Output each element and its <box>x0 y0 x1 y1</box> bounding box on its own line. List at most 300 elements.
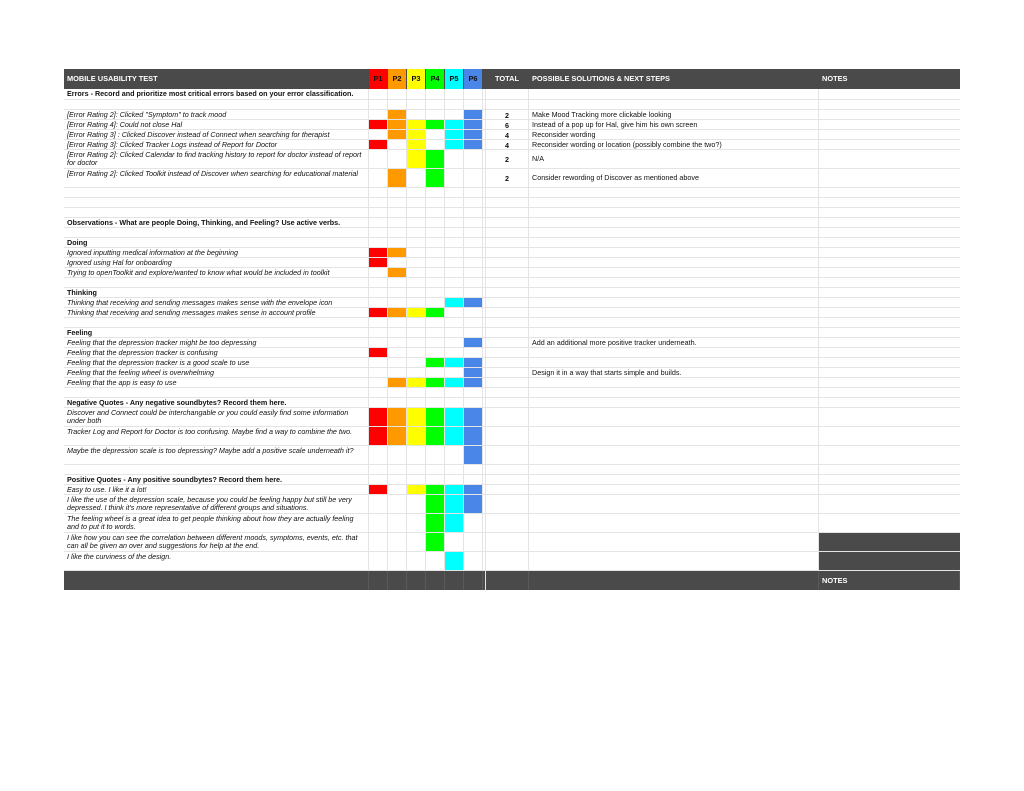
total-cell[interactable] <box>485 378 529 387</box>
observation-cell[interactable] <box>64 288 369 297</box>
observation-cell[interactable] <box>64 378 369 387</box>
participant-p4-mark[interactable] <box>426 130 445 139</box>
solution-cell[interactable] <box>529 514 819 532</box>
participant-p1-mark[interactable] <box>369 120 388 129</box>
total-cell[interactable] <box>485 218 529 227</box>
participant-p2-mark[interactable] <box>388 348 407 357</box>
participant-p4-mark[interactable] <box>426 288 445 297</box>
participant-p5-mark[interactable] <box>445 100 464 109</box>
participant-p3-mark[interactable] <box>407 388 426 397</box>
solution-cell[interactable] <box>529 100 819 109</box>
participant-p1-mark[interactable] <box>369 150 388 168</box>
observation-cell[interactable] <box>64 248 369 257</box>
participant-p4-mark[interactable] <box>426 238 445 247</box>
participant-p4-mark[interactable] <box>426 368 445 377</box>
solution-cell[interactable] <box>529 288 819 297</box>
notes-cell[interactable] <box>819 465 960 474</box>
solution-cell[interactable] <box>529 495 819 513</box>
observation-cell[interactable] <box>64 475 369 484</box>
participant-p2-mark[interactable] <box>388 398 407 407</box>
participant-p2-mark[interactable] <box>388 198 407 207</box>
participant-p1-mark[interactable] <box>369 475 388 484</box>
participant-p5-mark[interactable] <box>445 485 464 494</box>
participant-p2-mark[interactable] <box>388 228 407 237</box>
participant-p6-mark[interactable] <box>464 348 483 357</box>
participant-p6-mark[interactable] <box>464 150 483 168</box>
participant-p6-mark[interactable] <box>464 120 483 129</box>
participant-p4-mark[interactable] <box>426 318 445 327</box>
participant-p2-mark[interactable] <box>388 328 407 337</box>
total-cell[interactable] <box>485 318 529 327</box>
solution-cell[interactable] <box>529 188 819 197</box>
participant-p3-mark[interactable] <box>407 268 426 277</box>
participant-p3-mark[interactable] <box>407 238 426 247</box>
participant-p4-mark[interactable] <box>426 140 445 149</box>
participant-p5-mark[interactable] <box>445 465 464 474</box>
total-cell[interactable] <box>485 552 529 570</box>
participant-p2-mark[interactable] <box>388 89 407 99</box>
solution-cell[interactable] <box>529 238 819 247</box>
total-cell[interactable] <box>485 238 529 247</box>
participant-p1-mark[interactable] <box>369 238 388 247</box>
notes-cell[interactable] <box>819 218 960 227</box>
participant-p6-mark[interactable] <box>464 368 483 377</box>
participant-p3-mark[interactable] <box>407 328 426 337</box>
participant-p6-mark[interactable] <box>464 218 483 227</box>
participant-p6-mark[interactable] <box>464 427 483 445</box>
participant-p2-mark[interactable] <box>388 427 407 445</box>
participant-p4-mark[interactable] <box>426 446 445 464</box>
notes-cell[interactable] <box>819 120 960 129</box>
participant-p2-mark[interactable] <box>388 100 407 109</box>
participant-p6-mark[interactable] <box>464 552 483 570</box>
notes-cell[interactable] <box>819 130 960 139</box>
participant-p3-mark[interactable] <box>407 308 426 317</box>
participant-p5-mark[interactable] <box>445 89 464 99</box>
solution-cell[interactable] <box>529 318 819 327</box>
notes-cell[interactable] <box>819 150 960 168</box>
solution-cell[interactable] <box>529 398 819 407</box>
solution-cell[interactable] <box>529 268 819 277</box>
participant-p5-mark[interactable] <box>445 169 464 187</box>
participant-p5-mark[interactable] <box>445 238 464 247</box>
participant-p5-mark[interactable] <box>445 258 464 267</box>
observation-cell[interactable] <box>64 533 369 551</box>
observation-cell[interactable] <box>64 169 369 187</box>
participant-p4-mark[interactable] <box>426 348 445 357</box>
participant-p1-mark[interactable] <box>369 495 388 513</box>
notes-cell[interactable] <box>819 398 960 407</box>
notes-cell[interactable] <box>819 188 960 197</box>
participant-p5-mark[interactable] <box>445 348 464 357</box>
participant-p6-mark[interactable] <box>464 248 483 257</box>
participant-p2-mark[interactable] <box>388 485 407 494</box>
participant-p1-mark[interactable] <box>369 348 388 357</box>
participant-p2-mark[interactable] <box>388 188 407 197</box>
participant-p6-mark[interactable] <box>464 533 483 551</box>
participant-p3-mark[interactable] <box>407 198 426 207</box>
observation-cell[interactable] <box>64 198 369 207</box>
participant-p6-mark[interactable] <box>464 338 483 347</box>
participant-p1-mark[interactable] <box>369 130 388 139</box>
participant-p5-mark[interactable] <box>445 228 464 237</box>
solution-cell[interactable] <box>529 408 819 426</box>
participant-p4-mark[interactable] <box>426 514 445 532</box>
total-cell[interactable] <box>485 328 529 337</box>
notes-cell[interactable] <box>819 495 960 513</box>
solution-cell[interactable] <box>529 258 819 267</box>
participant-p1-mark[interactable] <box>369 188 388 197</box>
participant-p2-mark[interactable] <box>388 140 407 149</box>
solution-cell[interactable] <box>529 120 819 129</box>
participant-p4-mark[interactable] <box>426 465 445 474</box>
solution-cell[interactable] <box>529 446 819 464</box>
observation-cell[interactable] <box>64 150 369 168</box>
total-cell[interactable] <box>485 298 529 307</box>
participant-p4-mark[interactable] <box>426 533 445 551</box>
total-cell[interactable] <box>485 308 529 317</box>
participant-p6-mark[interactable] <box>464 328 483 337</box>
participant-p3-mark[interactable] <box>407 130 426 139</box>
participant-p5-mark[interactable] <box>445 388 464 397</box>
notes-cell[interactable] <box>819 248 960 257</box>
total-cell[interactable] <box>485 110 529 119</box>
total-cell[interactable] <box>485 89 529 99</box>
solution-cell[interactable] <box>529 278 819 287</box>
notes-cell[interactable] <box>819 348 960 357</box>
participant-p4-mark[interactable] <box>426 338 445 347</box>
total-cell[interactable] <box>485 446 529 464</box>
solution-cell[interactable] <box>529 218 819 227</box>
participant-p5-mark[interactable] <box>445 298 464 307</box>
participant-p3-mark[interactable] <box>407 288 426 297</box>
participant-p6-mark[interactable] <box>464 278 483 287</box>
notes-cell[interactable] <box>819 268 960 277</box>
notes-cell[interactable] <box>819 238 960 247</box>
participant-p1-mark[interactable] <box>369 100 388 109</box>
notes-cell[interactable] <box>819 378 960 387</box>
participant-p5-mark[interactable] <box>445 358 464 367</box>
participant-p1-mark[interactable] <box>369 288 388 297</box>
solution-cell[interactable] <box>529 228 819 237</box>
participant-p5-mark[interactable] <box>445 130 464 139</box>
participant-p5-mark[interactable] <box>445 208 464 217</box>
participant-p5-mark[interactable] <box>445 318 464 327</box>
participant-p1-mark[interactable] <box>369 388 388 397</box>
total-cell[interactable] <box>485 258 529 267</box>
total-cell[interactable] <box>485 130 529 139</box>
participant-p2-mark[interactable] <box>388 120 407 129</box>
participant-p5-mark[interactable] <box>445 408 464 426</box>
total-cell[interactable] <box>485 288 529 297</box>
participant-p4-mark[interactable] <box>426 358 445 367</box>
participant-p4-mark[interactable] <box>426 150 445 168</box>
total-cell[interactable] <box>485 495 529 513</box>
observation-cell[interactable] <box>64 308 369 317</box>
observation-cell[interactable] <box>64 495 369 513</box>
notes-cell[interactable] <box>819 388 960 397</box>
participant-p6-mark[interactable] <box>464 495 483 513</box>
participant-p1-mark[interactable] <box>369 368 388 377</box>
participant-p2-mark[interactable] <box>388 475 407 484</box>
participant-p1-mark[interactable] <box>369 169 388 187</box>
solution-cell[interactable] <box>529 475 819 484</box>
solution-cell[interactable] <box>529 248 819 257</box>
participant-p1-mark[interactable] <box>369 427 388 445</box>
observation-cell[interactable] <box>64 348 369 357</box>
solution-cell[interactable] <box>529 110 819 119</box>
participant-p1-mark[interactable] <box>369 358 388 367</box>
participant-p2-mark[interactable] <box>388 408 407 426</box>
total-cell[interactable] <box>485 248 529 257</box>
participant-p6-mark[interactable] <box>464 308 483 317</box>
participant-p3-mark[interactable] <box>407 169 426 187</box>
total-cell[interactable] <box>485 408 529 426</box>
participant-p6-mark[interactable] <box>464 446 483 464</box>
solution-cell[interactable] <box>529 368 819 377</box>
participant-p5-mark[interactable] <box>445 218 464 227</box>
participant-p5-mark[interactable] <box>445 198 464 207</box>
participant-p3-mark[interactable] <box>407 120 426 129</box>
solution-cell[interactable] <box>529 140 819 149</box>
participant-p4-mark[interactable] <box>426 398 445 407</box>
observation-cell[interactable] <box>64 338 369 347</box>
participant-p1-mark[interactable] <box>369 552 388 570</box>
solution-cell[interactable] <box>529 427 819 445</box>
notes-cell[interactable] <box>819 328 960 337</box>
participant-p1-mark[interactable] <box>369 268 388 277</box>
participant-p5-mark[interactable] <box>445 514 464 532</box>
participant-p1-mark[interactable] <box>369 258 388 267</box>
observation-cell[interactable] <box>64 218 369 227</box>
participant-p5-mark[interactable] <box>445 427 464 445</box>
total-cell[interactable] <box>485 150 529 168</box>
total-cell[interactable] <box>485 398 529 407</box>
participant-p3-mark[interactable] <box>407 188 426 197</box>
participant-p3-mark[interactable] <box>407 368 426 377</box>
participant-p5-mark[interactable] <box>445 328 464 337</box>
participant-p4-mark[interactable] <box>426 328 445 337</box>
participant-p2-mark[interactable] <box>388 378 407 387</box>
participant-p1-mark[interactable] <box>369 338 388 347</box>
participant-p2-mark[interactable] <box>388 268 407 277</box>
observation-cell[interactable] <box>64 388 369 397</box>
participant-p3-mark[interactable] <box>407 258 426 267</box>
participant-p6-mark[interactable] <box>464 130 483 139</box>
participant-p6-mark[interactable] <box>464 288 483 297</box>
total-cell[interactable] <box>485 278 529 287</box>
observation-cell[interactable] <box>64 208 369 217</box>
solution-cell[interactable] <box>529 169 819 187</box>
observation-cell[interactable] <box>64 130 369 139</box>
participant-p1-mark[interactable] <box>369 485 388 494</box>
solution-cell[interactable] <box>529 308 819 317</box>
participant-p1-mark[interactable] <box>369 198 388 207</box>
participant-p2-mark[interactable] <box>388 338 407 347</box>
participant-p4-mark[interactable] <box>426 218 445 227</box>
solution-cell[interactable] <box>529 552 819 570</box>
participant-p6-mark[interactable] <box>464 475 483 484</box>
participant-p5-mark[interactable] <box>445 150 464 168</box>
total-cell[interactable] <box>485 348 529 357</box>
participant-p6-mark[interactable] <box>464 140 483 149</box>
participant-p4-mark[interactable] <box>426 120 445 129</box>
solution-cell[interactable] <box>529 533 819 551</box>
total-cell[interactable] <box>485 120 529 129</box>
notes-cell[interactable] <box>819 446 960 464</box>
solution-cell[interactable] <box>529 208 819 217</box>
observation-cell[interactable] <box>64 328 369 337</box>
participant-p4-mark[interactable] <box>426 378 445 387</box>
observation-cell[interactable] <box>64 100 369 109</box>
notes-cell[interactable] <box>819 100 960 109</box>
participant-p5-mark[interactable] <box>445 533 464 551</box>
participant-p3-mark[interactable] <box>407 358 426 367</box>
solution-cell[interactable] <box>529 465 819 474</box>
participant-p1-mark[interactable] <box>369 446 388 464</box>
participant-p1-mark[interactable] <box>369 408 388 426</box>
solution-cell[interactable] <box>529 378 819 387</box>
participant-p2-mark[interactable] <box>388 258 407 267</box>
notes-cell[interactable] <box>819 485 960 494</box>
observation-cell[interactable] <box>64 110 369 119</box>
notes-cell[interactable] <box>819 368 960 377</box>
participant-p1-mark[interactable] <box>369 140 388 149</box>
observation-cell[interactable] <box>64 358 369 367</box>
notes-cell[interactable] <box>819 208 960 217</box>
participant-p3-mark[interactable] <box>407 298 426 307</box>
participant-p3-mark[interactable] <box>407 495 426 513</box>
participant-p3-mark[interactable] <box>407 208 426 217</box>
solution-cell[interactable] <box>529 328 819 337</box>
total-cell[interactable] <box>485 228 529 237</box>
notes-cell[interactable] <box>819 533 960 551</box>
participant-p5-mark[interactable] <box>445 188 464 197</box>
notes-cell[interactable] <box>819 258 960 267</box>
participant-p2-mark[interactable] <box>388 130 407 139</box>
participant-p6-mark[interactable] <box>464 188 483 197</box>
participant-p3-mark[interactable] <box>407 398 426 407</box>
participant-p2-mark[interactable] <box>388 495 407 513</box>
participant-p3-mark[interactable] <box>407 348 426 357</box>
total-cell[interactable] <box>485 188 529 197</box>
solution-cell[interactable] <box>529 348 819 357</box>
participant-p3-mark[interactable] <box>407 485 426 494</box>
participant-p1-mark[interactable] <box>369 308 388 317</box>
solution-cell[interactable] <box>529 198 819 207</box>
participant-p6-mark[interactable] <box>464 514 483 532</box>
participant-p3-mark[interactable] <box>407 218 426 227</box>
solution-cell[interactable] <box>529 358 819 367</box>
participant-p1-mark[interactable] <box>369 278 388 287</box>
notes-cell[interactable] <box>819 169 960 187</box>
notes-cell[interactable] <box>819 552 960 570</box>
participant-p2-mark[interactable] <box>388 238 407 247</box>
participant-p6-mark[interactable] <box>464 358 483 367</box>
participant-p4-mark[interactable] <box>426 408 445 426</box>
observation-cell[interactable] <box>64 552 369 570</box>
observation-cell[interactable] <box>64 408 369 426</box>
notes-cell[interactable] <box>819 298 960 307</box>
observation-cell[interactable] <box>64 446 369 464</box>
participant-p3-mark[interactable] <box>407 248 426 257</box>
participant-p2-mark[interactable] <box>388 358 407 367</box>
total-cell[interactable] <box>485 465 529 474</box>
participant-p5-mark[interactable] <box>445 120 464 129</box>
total-cell[interactable] <box>485 338 529 347</box>
participant-p3-mark[interactable] <box>407 89 426 99</box>
participant-p1-mark[interactable] <box>369 208 388 217</box>
total-cell[interactable] <box>485 388 529 397</box>
solution-cell[interactable] <box>529 298 819 307</box>
participant-p1-mark[interactable] <box>369 318 388 327</box>
solution-cell[interactable] <box>529 485 819 494</box>
notes-cell[interactable] <box>819 408 960 426</box>
participant-p6-mark[interactable] <box>464 100 483 109</box>
total-cell[interactable] <box>485 533 529 551</box>
participant-p4-mark[interactable] <box>426 188 445 197</box>
participant-p6-mark[interactable] <box>464 258 483 267</box>
participant-p4-mark[interactable] <box>426 552 445 570</box>
participant-p6-mark[interactable] <box>464 110 483 119</box>
participant-p3-mark[interactable] <box>407 514 426 532</box>
participant-p1-mark[interactable] <box>369 328 388 337</box>
participant-p4-mark[interactable] <box>426 110 445 119</box>
participant-p3-mark[interactable] <box>407 100 426 109</box>
participant-p6-mark[interactable] <box>464 208 483 217</box>
total-cell[interactable] <box>485 514 529 532</box>
participant-p6-mark[interactable] <box>464 378 483 387</box>
participant-p6-mark[interactable] <box>464 388 483 397</box>
participant-p2-mark[interactable] <box>388 208 407 217</box>
participant-p1-mark[interactable] <box>369 378 388 387</box>
participant-p3-mark[interactable] <box>407 318 426 327</box>
notes-cell[interactable] <box>819 89 960 99</box>
total-cell[interactable] <box>485 485 529 494</box>
participant-p3-mark[interactable] <box>407 278 426 287</box>
participant-p4-mark[interactable] <box>426 427 445 445</box>
participant-p4-mark[interactable] <box>426 298 445 307</box>
participant-p1-mark[interactable] <box>369 298 388 307</box>
participant-p1-mark[interactable] <box>369 89 388 99</box>
participant-p4-mark[interactable] <box>426 89 445 99</box>
observation-cell[interactable] <box>64 228 369 237</box>
participant-p5-mark[interactable] <box>445 278 464 287</box>
observation-cell[interactable] <box>64 140 369 149</box>
participant-p1-mark[interactable] <box>369 228 388 237</box>
observation-cell[interactable] <box>64 89 369 99</box>
total-cell[interactable] <box>485 140 529 149</box>
notes-cell[interactable] <box>819 308 960 317</box>
participant-p3-mark[interactable] <box>407 228 426 237</box>
participant-p5-mark[interactable] <box>445 552 464 570</box>
observation-cell[interactable] <box>64 278 369 287</box>
participant-p3-mark[interactable] <box>407 110 426 119</box>
participant-p2-mark[interactable] <box>388 514 407 532</box>
participant-p5-mark[interactable] <box>445 378 464 387</box>
notes-cell[interactable] <box>819 110 960 119</box>
observation-cell[interactable] <box>64 398 369 407</box>
notes-cell[interactable] <box>819 228 960 237</box>
participant-p4-mark[interactable] <box>426 258 445 267</box>
total-cell[interactable] <box>485 427 529 445</box>
participant-p5-mark[interactable] <box>445 475 464 484</box>
participant-p4-mark[interactable] <box>426 169 445 187</box>
participant-p1-mark[interactable] <box>369 398 388 407</box>
solution-cell[interactable] <box>529 388 819 397</box>
notes-cell[interactable] <box>819 278 960 287</box>
participant-p6-mark[interactable] <box>464 398 483 407</box>
